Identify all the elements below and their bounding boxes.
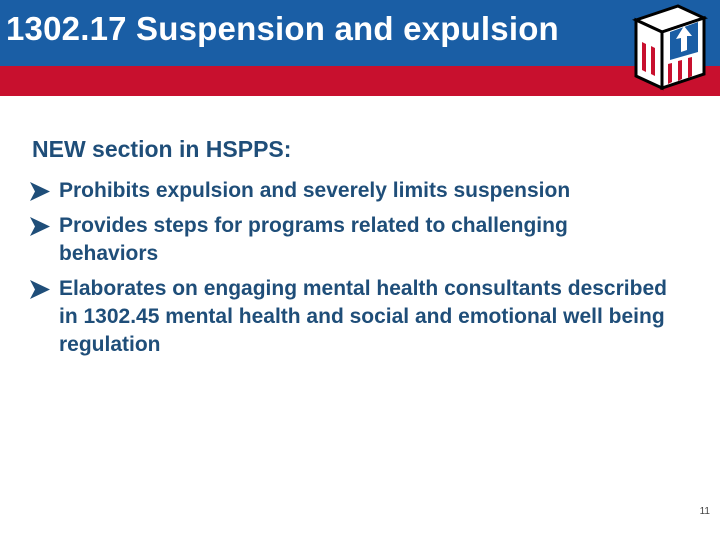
bullet-item	[30, 177, 670, 205]
arrow-bullet-icon	[30, 217, 50, 236]
bullet-text: Provides steps for programs related to challenging behaviors	[59, 214, 568, 265]
bullet-list	[30, 177, 670, 359]
head-start-block-logo-icon	[632, 2, 708, 92]
intro-heading: NEW section in HSPPS:	[32, 136, 292, 162]
bullet-text: Prohibits expulsion and severely limits suspension	[59, 179, 571, 202]
bullet-item	[30, 212, 670, 268]
bullet-item	[30, 275, 670, 359]
slide-header	[0, 0, 720, 96]
bullet-text: Elaborates on engaging mental health consultants described in 1302.45 mental health and social and emotional well being regulation	[59, 277, 667, 356]
slide-body	[30, 136, 670, 366]
header-red-band	[0, 66, 720, 96]
slide-title: 1302.17 Suspension and expulsion	[6, 10, 559, 47]
arrow-bullet-icon	[30, 280, 50, 299]
arrow-bullet-icon	[30, 182, 50, 201]
page-number: 11	[699, 506, 710, 517]
